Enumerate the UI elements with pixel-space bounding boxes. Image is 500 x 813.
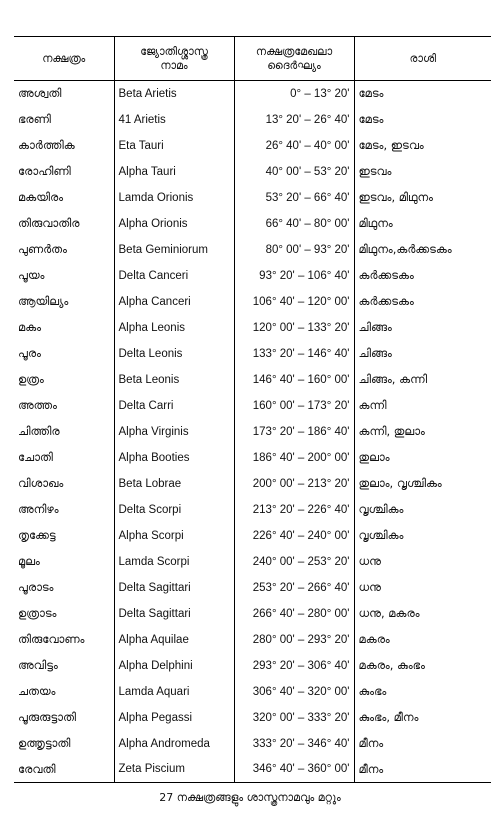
sector-range-cell: 213° 20' – 226° 40' <box>234 497 354 523</box>
nakshatra-cell: കാർത്തിക <box>18 138 75 152</box>
sector-range-cell: 280° 00' – 293° 20' <box>234 627 354 653</box>
astronomical-name-cell: Delta Scorpi <box>114 497 234 523</box>
table-row <box>14 107 491 133</box>
sector-range-cell: 226° 40' – 240° 00' <box>234 523 354 549</box>
sector-range-cell: 93° 20' – 106° 40' <box>234 263 354 289</box>
rasi-cell: ഇടവം <box>354 159 491 185</box>
sector-range-cell: 346° 40' – 360° 00' <box>234 757 354 783</box>
sector-range-cell: 173° 20' – 186° 40' <box>234 419 354 445</box>
sector-range-cell: 266° 40' – 280° 00' <box>234 601 354 627</box>
nakshatra-cell: പൂരുരുട്ടാതി <box>18 710 77 724</box>
nakshatra-cell: ചിത്തിര <box>18 424 60 438</box>
nakshatra-cell: പൂരാടം <box>18 580 54 594</box>
nakshatra-cell: പൂയം <box>18 268 45 282</box>
astronomical-name-cell: Alpha Booties <box>114 445 234 471</box>
sector-range-cell: 320° 00' – 333° 20' <box>234 705 354 731</box>
table-row <box>14 211 491 237</box>
astronomical-name-cell: Beta Arietis <box>114 81 234 107</box>
table-row <box>14 471 491 497</box>
astronomical-name-cell: Alpha Pegassi <box>114 705 234 731</box>
rasi-cell: മീനം <box>354 757 491 783</box>
nakshatra-cell: തിരുവോണം <box>18 632 85 646</box>
nakshatra-cell: ചോതി <box>18 450 53 464</box>
nakshatra-cell: പൂരം <box>18 346 41 360</box>
nakshatra-cell: തൃക്കേട്ട <box>18 528 56 542</box>
sector-range-cell: 13° 20' – 26° 40' <box>234 107 354 133</box>
rasi-cell: മീനം <box>354 731 491 757</box>
nakshatra-cell: അശ്വതി <box>18 86 62 101</box>
table-row <box>14 315 491 341</box>
sector-range-cell: 240° 00' – 253° 20' <box>234 549 354 575</box>
astronomical-name-cell: Alpha Leonis <box>114 315 234 341</box>
rasi-cell: ഇടവം, മിഥുനം <box>354 185 491 211</box>
nakshatra-cell: അനിഴം <box>18 502 59 516</box>
sector-range-cell: 133° 20' – 146° 40' <box>234 341 354 367</box>
rasi-cell: മേടം, ഇടവം <box>354 133 491 159</box>
nakshatra-cell: ഉത്രാടം <box>18 606 57 620</box>
table-row <box>14 133 491 159</box>
rasi-cell: ധനു, മകരം <box>354 601 491 627</box>
nakshatra-table <box>14 36 491 783</box>
sector-range-cell: 106° 40' – 120° 00' <box>234 289 354 315</box>
rasi-cell: മിഥുനം <box>354 211 491 237</box>
nakshatra-cell: വിശാഖം <box>18 476 64 490</box>
nakshatra-cell: മൂലം <box>18 554 40 568</box>
header-sector-range: നക്ഷത്രമേഖലാ ദൈർഘ്യം <box>234 37 354 81</box>
table-row <box>14 627 491 653</box>
nakshatra-cell: ഉത്തൃട്ടാതി <box>18 736 71 750</box>
table-row <box>14 159 491 185</box>
table-row <box>14 393 491 419</box>
astronomical-name-cell: Delta Sagittari <box>114 601 234 627</box>
nakshatra-cell: അവിട്ടം <box>18 658 58 672</box>
header-nakshatra: നക്ഷത്രം <box>14 37 114 81</box>
rasi-cell: വൃശ്ചികം <box>354 497 491 523</box>
sector-range-cell: 40° 00' – 53° 20' <box>234 159 354 185</box>
rasi-cell: കുംഭം <box>354 679 491 705</box>
rasi-cell: ചിങ്ങം <box>354 341 491 367</box>
rasi-cell: കർക്കടകം <box>354 289 491 315</box>
sector-range-cell: 306° 40' – 320° 00' <box>234 679 354 705</box>
sector-range-cell: 53° 20' – 66° 40' <box>234 185 354 211</box>
sector-range-cell: 26° 40' – 40° 00' <box>234 133 354 159</box>
table-row <box>14 549 491 575</box>
rasi-cell: കന്നി, തുലാം <box>354 419 491 445</box>
sector-range-cell: 293° 20' – 306° 40' <box>234 653 354 679</box>
nakshatra-cell: തിരുവാതിര <box>18 216 80 230</box>
sector-range-cell: 120° 00' – 133° 20' <box>234 315 354 341</box>
header-rasi: രാശി <box>354 37 491 81</box>
rasi-cell: ചിങ്ങം, കന്നി <box>354 367 491 393</box>
sector-range-cell: 146° 40' – 160° 00' <box>234 367 354 393</box>
rasi-cell: ധനു <box>354 549 491 575</box>
table-row <box>14 575 491 601</box>
astronomical-name-cell: Delta Sagittari <box>114 575 234 601</box>
rasi-cell: മേടം <box>354 107 491 133</box>
table-row <box>14 497 491 523</box>
rasi-cell: വൃശ്ചികം <box>354 523 491 549</box>
rasi-cell: കന്നി <box>354 393 491 419</box>
nakshatra-cell: ഉത്രം <box>18 372 44 386</box>
astronomical-name-cell: Zeta Piscium <box>114 757 234 783</box>
astronomical-name-cell: Eta Tauri <box>114 133 234 159</box>
sector-range-cell: 253° 20' – 266° 40' <box>234 575 354 601</box>
rasi-cell: കുംഭം, മീനം <box>354 705 491 731</box>
table-header-row <box>14 37 491 81</box>
astronomical-name-cell: Delta Canceri <box>114 263 234 289</box>
astronomical-name-cell: Alpha Tauri <box>114 159 234 185</box>
table-row <box>14 263 491 289</box>
sector-range-cell: 66° 40' – 80° 00' <box>234 211 354 237</box>
rasi-cell: മകരം, കുംഭം <box>354 653 491 679</box>
nakshatra-cell: പുണർതം <box>18 242 67 256</box>
astronomical-name-cell: 41 Arietis <box>114 107 234 133</box>
table-row <box>14 601 491 627</box>
sector-range-cell: 0° – 13° 20' <box>234 81 354 107</box>
table-caption: 27 നക്ഷത്രങ്ങളും ശാസ്ത്രനാമവും മറ്റും <box>159 791 341 804</box>
astronomical-name-cell: Alpha Canceri <box>114 289 234 315</box>
astronomical-name-cell: Alpha Andromeda <box>114 731 234 757</box>
nakshatra-cell: ആയില്യം <box>18 294 69 308</box>
nakshatra-cell: രോഹിണി <box>18 164 71 178</box>
sector-range-cell: 186° 40' – 200° 00' <box>234 445 354 471</box>
table-row <box>14 445 491 471</box>
nakshatra-cell: ചതയം <box>18 684 56 698</box>
rasi-cell: മകരം <box>354 627 491 653</box>
rasi-cell: മിഥുനം,കർക്കടകം <box>354 237 491 263</box>
astronomical-name-cell: Beta Geminiorum <box>114 237 234 263</box>
table-row <box>14 653 491 679</box>
table-row <box>14 185 491 211</box>
astronomical-name-cell: Alpha Aquilae <box>114 627 234 653</box>
astronomical-name-cell: Delta Leonis <box>114 341 234 367</box>
nakshatra-cell: അത്തം <box>18 398 57 412</box>
rasi-cell: തുലാം <box>354 445 491 471</box>
table-row <box>14 237 491 263</box>
astronomical-name-cell: Beta Lobrae <box>114 471 234 497</box>
nakshatra-cell: ഭരണി <box>18 112 51 126</box>
astronomical-name-cell: Alpha Scorpi <box>114 523 234 549</box>
table-row <box>14 81 491 107</box>
sector-range-cell: 200° 00' – 213° 20' <box>234 471 354 497</box>
rasi-cell: ചിങ്ങം <box>354 315 491 341</box>
astronomical-name-cell: Beta Leonis <box>114 367 234 393</box>
table-row <box>14 419 491 445</box>
table-row <box>14 705 491 731</box>
rasi-cell: കർക്കടകം <box>354 263 491 289</box>
astronomical-name-cell: Lamda Aquari <box>114 679 234 705</box>
table-body <box>14 81 491 783</box>
astronomical-name-cell: Lamda Orionis <box>114 185 234 211</box>
nakshatra-cell: മകം <box>18 320 42 334</box>
header-astronomical-name: ജ്യോതിശ്ശാസ്ത്ര നാമം <box>114 37 234 81</box>
nakshatra-cell: രേവതി <box>14 757 114 783</box>
astronomical-name-cell: Alpha Orionis <box>114 211 234 237</box>
astronomical-name-cell: Alpha Virginis <box>114 419 234 445</box>
sector-range-cell: 80° 00' – 93° 20' <box>234 237 354 263</box>
table-row <box>14 367 491 393</box>
rasi-cell: ധനു <box>354 575 491 601</box>
sector-range-cell: 333° 20' – 346° 40' <box>234 731 354 757</box>
table-row <box>14 731 491 757</box>
rasi-cell: മേടം <box>354 81 491 107</box>
rasi-cell: തുലാം, വൃശ്ചികം <box>354 471 491 497</box>
table-row <box>14 757 491 783</box>
table-row <box>14 523 491 549</box>
nakshatra-cell: മകയിരം <box>18 190 64 204</box>
astronomical-name-cell: Alpha Delphini <box>114 653 234 679</box>
table-row <box>14 679 491 705</box>
sector-range-cell: 160° 00' – 173° 20' <box>234 393 354 419</box>
astronomical-name-cell: Delta Carri <box>114 393 234 419</box>
table-row <box>14 341 491 367</box>
astronomical-name-cell: Lamda Scorpi <box>114 549 234 575</box>
table-row <box>14 289 491 315</box>
